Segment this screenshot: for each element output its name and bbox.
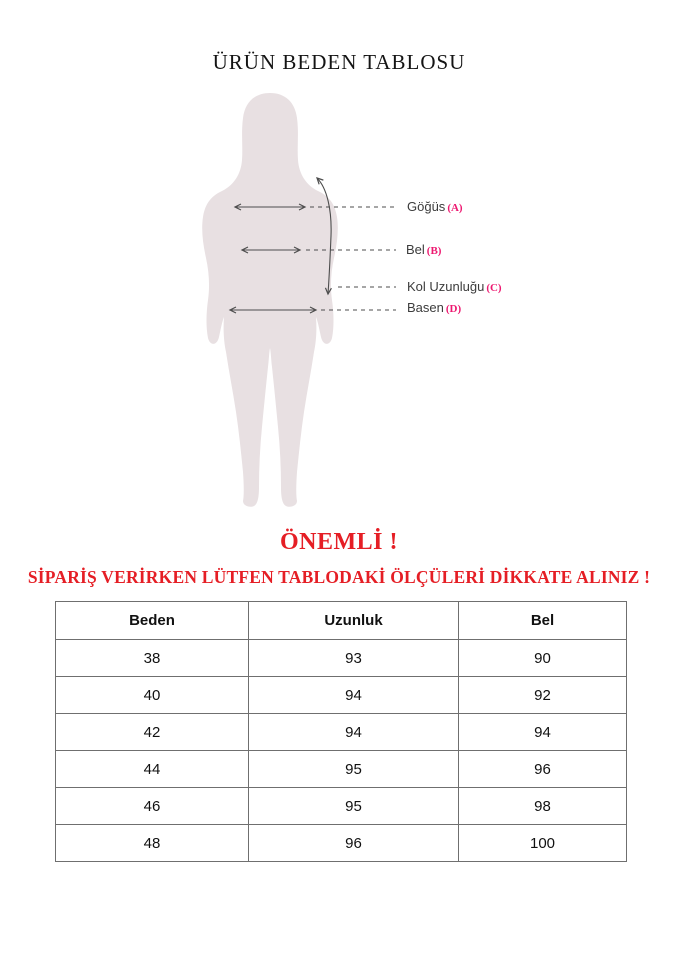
table-row [56, 825, 627, 862]
cell-uzunluk: 94 [249, 714, 459, 751]
cell-uzunluk: 95 [249, 788, 459, 825]
body-measurement-figure [168, 88, 412, 512]
hip-measure-label [407, 301, 461, 316]
cell-uzunluk: 93 [249, 640, 459, 677]
cell-bel: 100 [459, 825, 627, 862]
cell-bel: 94 [459, 714, 627, 751]
size-table-header-row [56, 602, 627, 640]
cell-bel: 90 [459, 640, 627, 677]
chest-label-text: Göğüs [407, 199, 446, 214]
table-row [56, 788, 627, 825]
arm-length-measure-label [407, 280, 502, 295]
page-title: ÜRÜN BEDEN TABLOSU [212, 50, 466, 74]
cell-beden: 42 [56, 714, 249, 751]
chest-label-letter: (A) [447, 202, 463, 214]
cell-uzunluk: 95 [249, 751, 459, 788]
arm-length-label-text: Kol Uzunluğu [407, 279, 485, 294]
important-subheading: SİPARİŞ VERİRKEN LÜTFEN TABLODAKİ ÖLÇÜLERİ DİKKATE ALINIZ ! [27, 567, 651, 587]
table-row [56, 677, 627, 714]
arm-length-label-letter: (C) [486, 282, 502, 294]
cell-beden: 48 [56, 825, 249, 862]
table-row [56, 640, 627, 677]
cell-bel: 98 [459, 788, 627, 825]
waist-label-letter: (B) [426, 245, 442, 257]
column-header-bel: Bel [459, 602, 627, 640]
waist-label-text: Bel [406, 242, 425, 257]
column-header-beden: Beden [56, 602, 249, 640]
female-body-silhouette [202, 93, 338, 507]
table-row [56, 714, 627, 751]
chest-measure-label [407, 200, 463, 215]
cell-bel: 96 [459, 751, 627, 788]
cell-uzunluk: 94 [249, 677, 459, 714]
important-heading: ÖNEMLİ ! [280, 529, 398, 555]
hip-label-letter: (D) [445, 303, 462, 315]
body-silhouette-diagram [168, 88, 412, 512]
cell-bel: 92 [459, 677, 627, 714]
cell-beden: 46 [56, 788, 249, 825]
cell-beden: 38 [56, 640, 249, 677]
cell-uzunluk: 96 [249, 825, 459, 862]
hip-label-text: Basen [407, 300, 444, 315]
column-header-uzunluk: Uzunluk [249, 602, 459, 640]
cell-beden: 40 [56, 677, 249, 714]
waist-measure-label [406, 243, 441, 258]
size-table [55, 601, 627, 862]
table-row [56, 751, 627, 788]
cell-beden: 44 [56, 751, 249, 788]
